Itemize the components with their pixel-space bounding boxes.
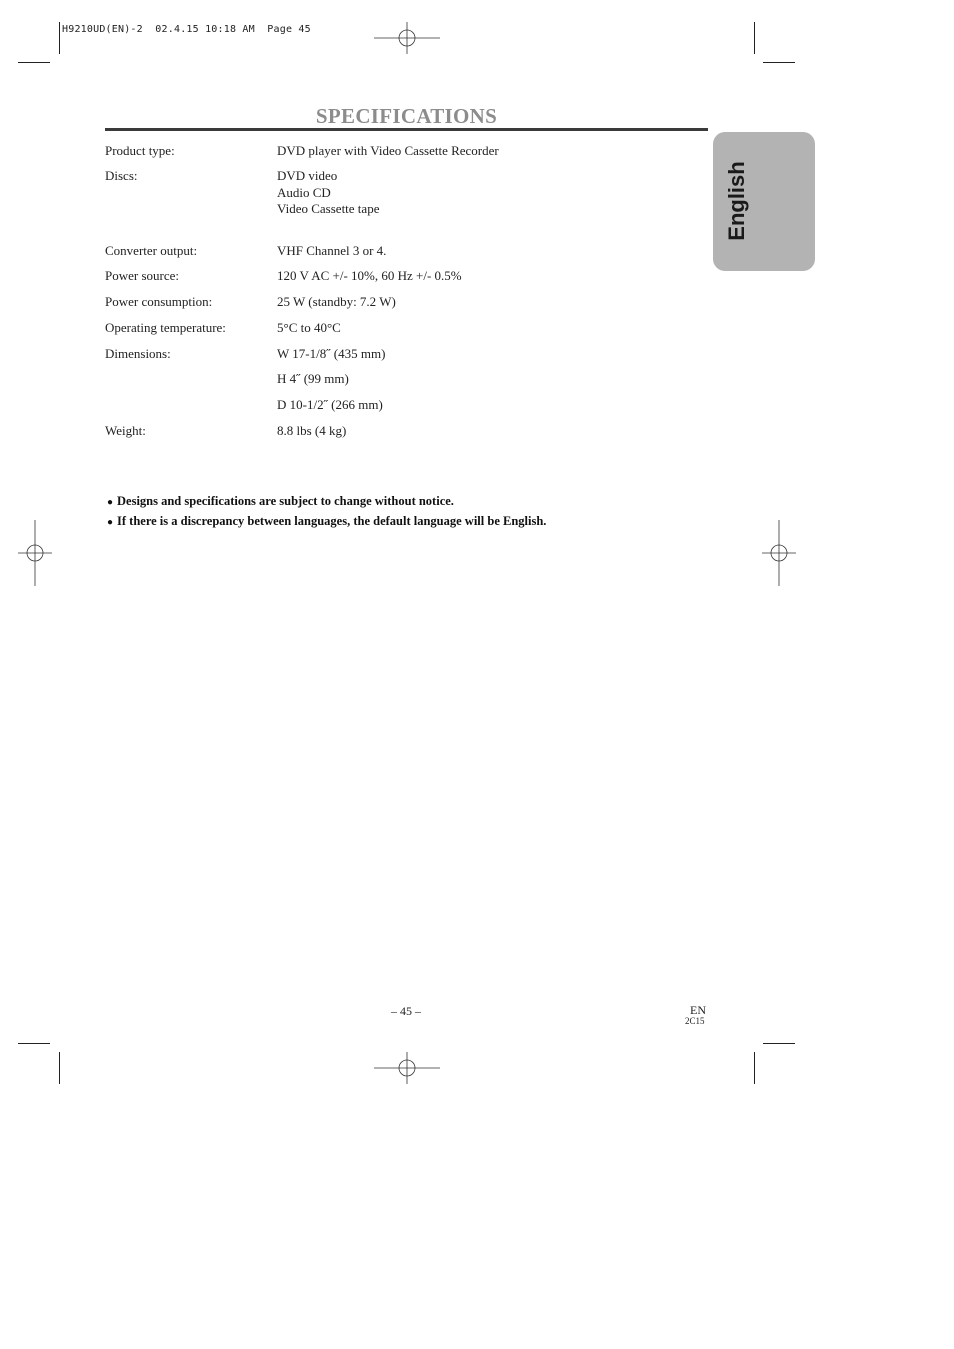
spec-value: H 4˝ (99 mm): [277, 371, 349, 386]
spec-value: Video Cassette tape: [277, 201, 380, 216]
registration-mark-top: [374, 22, 440, 54]
registration-mark-left: [18, 520, 52, 586]
spec-value: 120 V AC +/- 10%, 60 Hz +/- 0.5%: [277, 268, 462, 283]
print-slug: H9210UD(EN)-2 02.4.15 10:18 AM Page 45: [62, 24, 311, 35]
spec-value: D 10-1/2˝ (266 mm): [277, 397, 383, 412]
spec-value: DVD player with Video Cassette Recorder: [277, 143, 499, 158]
spec-value: Audio CD: [277, 185, 331, 200]
page-title: SPECIFICATIONS: [315, 104, 498, 128]
note-text: Designs and specifications are subject to change without notice.: [117, 494, 454, 508]
spec-label: Power source:: [105, 268, 180, 283]
spec-label: Dimensions:: [105, 346, 171, 361]
spec-label: Discs:: [105, 168, 138, 183]
title-divider: [105, 128, 708, 131]
spec-label: Weight:: [105, 423, 146, 438]
spec-value: VHF Channel 3 or 4.: [277, 243, 387, 258]
spec-label: Converter output:: [105, 243, 198, 258]
spec-value: W 17-1/8˝ (435 mm): [277, 346, 386, 361]
bullet-icon: ●: [107, 517, 114, 528]
list-item: [107, 514, 546, 529]
registration-mark-right: [762, 520, 796, 586]
spec-value: 5°C to 40°C: [277, 320, 341, 335]
spec-label: Operating temperature:: [105, 320, 226, 335]
bullet-icon: ●: [107, 497, 114, 508]
spec-label: Product type:: [105, 143, 175, 158]
spec-value: 25 W (standby: 7.2 W): [277, 294, 396, 309]
spec-label: Power consumption:: [105, 294, 213, 309]
language-tab-label: English: [724, 161, 749, 241]
page-number: – 45 –: [391, 1004, 421, 1018]
language-code: EN: [690, 1003, 706, 1017]
list-item: [107, 494, 454, 509]
spec-value: DVD video: [277, 168, 338, 183]
registration-mark-bottom: [374, 1052, 440, 1084]
spec-value: 8.8 lbs (4 kg): [277, 423, 347, 438]
document-code: 2C15: [685, 1016, 705, 1026]
note-text: If there is a discrepancy between languages, the default language will be English.: [117, 514, 547, 528]
